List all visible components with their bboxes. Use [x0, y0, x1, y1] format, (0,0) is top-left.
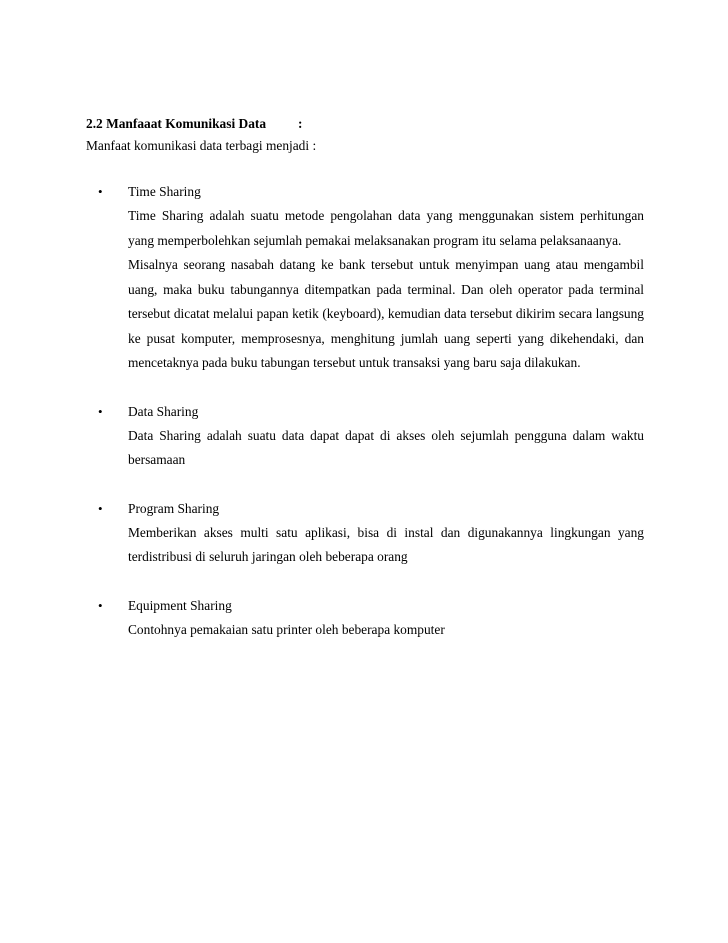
bullet-icon: • — [98, 403, 103, 419]
section-heading-colon: : — [298, 116, 303, 131]
bullet-icon: • — [98, 184, 103, 199]
list-item-program-sharing — [86, 499, 644, 570]
item-paragraph: Contohnya pemakaian satu printer oleh beberapa komputer — [128, 621, 445, 637]
item-paragraph: Time Sharing adalah suatu metode pengolahan data yang menggunakan sistem perhitungan yang memperbolehkan sejumlah pemakai melaksanakan program itu selama pelaksanaanya. — [128, 208, 644, 248]
item-title: Data Sharing — [128, 403, 199, 419]
item-paragraph: Data Sharing adalah suatu data dapat dapat di akses oleh sejumlah pengguna dalam waktu bersamaan — [128, 427, 644, 467]
item-title: Equipment Sharing — [128, 597, 232, 613]
item-title: Time Sharing — [128, 184, 201, 199]
list-item-time-sharing — [86, 182, 644, 376]
intro-text: Manfaat komunikasi data terbagi menjadi : — [86, 138, 317, 153]
list-item-equipment-sharing — [86, 596, 644, 643]
item-paragraph: Misalnya seorang nasabah datang ke bank tersebut untuk menyimpan uang atau mengambil uang, maka buku tabungannya ditempatkan pada terminal. Dan oleh operator pada terminal tersebut dicatat melalui papan ketik (keyboard), kemudian data tersebut dikirim secara langsung ke pusat komputer, memprosesnya, menghitung jumlah uang seperti yang dikehendaki, dan mencetaknya pada buku tabungan tersebut untuk transaksi yang baru saja dilakukan. — [128, 257, 644, 370]
section-heading-title: 2.2 Manfaaat Komunikasi Data — [86, 116, 267, 131]
bullet-icon: • — [98, 500, 103, 516]
section-heading — [86, 114, 644, 134]
document-page — [86, 114, 644, 642]
item-title: Program Sharing — [128, 500, 220, 516]
list-item-data-sharing — [86, 402, 644, 473]
item-paragraph: Memberikan akses multi satu aplikasi, bisa di instal dan digunakannya lingkungan yang terdistribusi di seluruh jaringan oleh beberapa orang — [128, 524, 644, 564]
bullet-icon: • — [98, 597, 103, 613]
bullet-list — [86, 182, 644, 642]
